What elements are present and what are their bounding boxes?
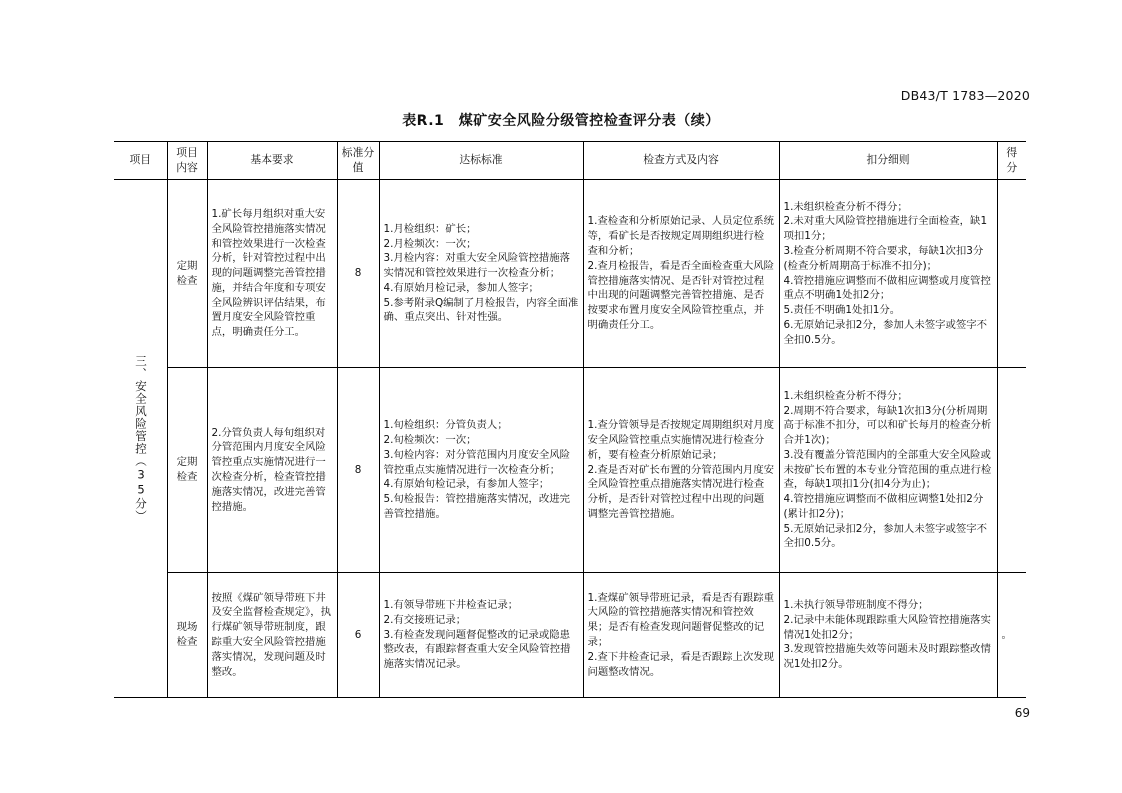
result-cell (997, 180, 1026, 368)
item-cell: 定期检查 (167, 180, 207, 368)
score-cell: 8 (337, 180, 379, 368)
deduction-cell (779, 573, 997, 698)
item-cell: 定期检查 (167, 368, 207, 573)
standard-cell (379, 368, 583, 573)
standard-cell-line: 3.旬检内容：对分管范围内月度安全风险管控重点实施情况进行一次检查分析； (383, 448, 571, 476)
basic-requirement-cell (207, 368, 337, 573)
standard-cell-line: 2.月检频次：一次； (383, 237, 477, 250)
standard-code: DB43/T 1783—2020 (900, 88, 1030, 103)
deduction-cell-line: 4.管控措施应调整而不做相应调整1处扣2分(累计扣2分)； (783, 493, 984, 520)
section-cell (114, 180, 167, 698)
item-cell: 现场检查 (167, 573, 207, 698)
result-cell (997, 368, 1026, 573)
page-number: 69 (1014, 706, 1030, 720)
deduction-cell-line: 3.没有覆盖分管范围内的全部重大安全风险或未按矿长布置的本专业分管范围的重点进行检查，每缺1项扣1分(扣4分为止)； (783, 448, 992, 491)
standard-cell-line: 1.月检组织：矿长； (383, 222, 477, 235)
header-row (114, 142, 1026, 180)
deduction-cell-line: 2.周期不符合要求，每缺1次扣3分(分析周期高于标准不扣分，可以和矿长每月的检查分析合并1次)； (783, 404, 992, 447)
standard-cell (379, 573, 583, 698)
standard-cell-line: 3.有检查发现问题督促整改的记录或隐患整改表，有跟踪督查重大安全风险管控措施落实情况记录。 (383, 628, 571, 671)
table-row (114, 573, 1026, 698)
score-cell: 6 (337, 573, 379, 698)
basic-requirement-cell-line: 2.分管负责人每旬组织对分管范围内月度安全风险管控重点实施情况进行一次检查分析，检查管控措施落实情况，改进完善管控措施。 (211, 426, 326, 513)
deduction-cell-line: 1.未组织检查分析不得分； (783, 200, 908, 213)
deduction-cell-line: 4.管控措施应调整而不做相应调整或月度管控重点不明确1处扣2分； (783, 274, 991, 302)
deduction-cell-line: 2.未对重大风险管控措施进行全面检查，缺1项扣1分； (783, 215, 988, 243)
col-header-standard: 达标标准 (379, 142, 583, 180)
deduction-cell-line: 5.无原始记录扣2分，参加人未签字或签字不全扣0.5分。 (783, 522, 988, 550)
col-header-result: 得分 (997, 142, 1026, 180)
standard-cell-line: 2.有交接班记录； (383, 613, 467, 626)
standard-cell (379, 180, 583, 368)
standard-cell-line: 5.旬检报告：管控措施落实情况，改进完善管控措施。 (383, 493, 571, 520)
basic-requirement-cell-line: 按照《煤矿领导带班下井及安全监督检查规定》，执行煤矿领导带班制度，跟踪重大安全风险管控措施落实情况，发现问题及时整改。 (211, 591, 331, 678)
deduction-cell-line: 3.发现管控措施失效等问题未及时跟踪整改情况1处扣2分。 (783, 643, 991, 671)
section-label: 三、安全风险管控（35分） (134, 354, 148, 523)
method-cell-line: 1.查分管领导是否按规定周期组织对月度安全风险管控重点实施情况进行检查分析，要有检查分析原始记录； (587, 419, 775, 461)
col-header-method: 检查方式及内容 (583, 142, 779, 180)
deduction-cell-line: 3.检查分析周期不符合要求，每缺1次扣3分(检查分析周期高于标准不扣分)； (783, 244, 984, 272)
method-cell-line: 2.查月检报告，看是否全面检查重大风险管控措施落实情况、是否针对管控过程中出现的问题调整完善管控措施、是否按要求布置月度安全风险管控重点，并明确责任分工。 (587, 259, 775, 331)
col-header-item: 项目 (114, 142, 167, 180)
deduction-cell-line: 1.未执行领导带班制度不得分； (783, 599, 929, 612)
method-cell-line: 2.查下井检查记录，看是否跟踪上次发现问题整改情况。 (587, 650, 775, 678)
basic-requirement-cell-line: 1.矿长每月组织对重大安全风险管控措施落实情况和管控效果进行一次检查分析，针对管控过程中出现的问题调整完善管控措施，并结合年度和专项安全风险辨识评估结果，布置月度安全风险管控重点，明确责任分工。 (211, 208, 326, 339)
deduction-cell-line: 1.未组织检查分析不得分； (783, 389, 908, 402)
standard-cell-line: 5.参考附录Q编制了月检报告，内容全面准确、重点突出、针对性强。 (383, 296, 579, 324)
col-header-content: 项目内容 (167, 142, 207, 180)
col-header-deduction: 扣分细则 (779, 142, 997, 180)
standard-cell-line: 4.有原始旬检记录，有参加人签字； (383, 478, 550, 491)
method-cell (583, 573, 779, 698)
basic-requirement-cell (207, 180, 337, 368)
basic-requirement-cell (207, 573, 337, 698)
deduction-cell (779, 180, 997, 368)
table-row (114, 180, 1026, 368)
method-cell-line: 2.查是否对矿长布置的分管范围内月度安全风险管控重点措施落实情况进行检查分析，是否针对管控过程中出现的问题调整完善管控措施。 (587, 463, 775, 520)
deduction-cell-line: 2.记录中未能体现跟踪重大风险管控措施落实情况1处扣2分； (783, 613, 991, 641)
standard-cell-line: 1.旬检组织：分管负责人； (383, 419, 508, 432)
standard-cell-line: 2.旬检频次：一次； (383, 434, 477, 447)
score-table (114, 141, 1026, 698)
method-cell-line: 1.查煤矿领导带班记录，看是否有跟踪重大风险的管控措施落实情况和管控效果；是否有检查发现问题督促整改的记录； (587, 591, 775, 648)
standard-cell-line: 3.月检内容：对重大安全风险管控措施落实情况和管控效果进行一次检查分析； (383, 252, 571, 280)
result-cell: 。 (997, 573, 1026, 698)
table-title: 表R.1 煤矿安全风险分级管控检查评分表（续） (402, 113, 720, 129)
deduction-cell-line: 6.无原始记录扣2分，参加人未签字或签字不全扣0.5分。 (783, 318, 988, 346)
table-row (114, 368, 1026, 573)
method-cell (583, 180, 779, 368)
standard-cell-line: 1.有领导带班下井检查记录； (383, 599, 519, 612)
col-header-score: 标准分值 (337, 142, 379, 180)
method-cell-line: 1.查检查和分析原始记录、人员定位系统等，看矿长是否按规定周期组织进行检查和分析； (587, 215, 775, 257)
deduction-cell-line: 5.责任不明确1处扣1分。 (783, 304, 901, 317)
col-header-basic: 基本要求 (207, 142, 337, 180)
score-cell: 8 (337, 368, 379, 573)
method-cell (583, 368, 779, 573)
standard-cell-line: 4.有原始月检记录，参加人签字； (383, 281, 539, 294)
deduction-cell (779, 368, 997, 573)
